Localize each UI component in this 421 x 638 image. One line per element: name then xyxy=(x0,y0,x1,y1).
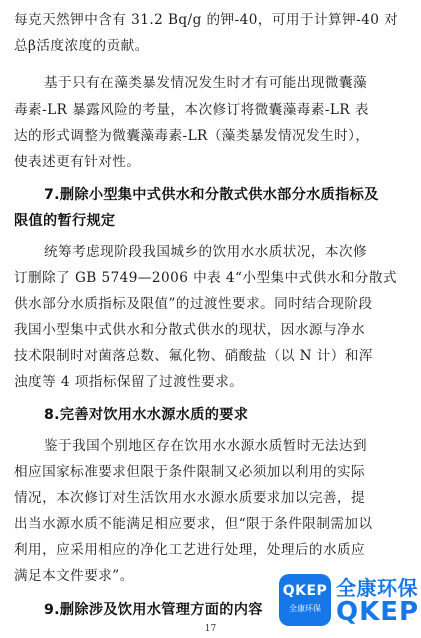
text-line: 总β活度浓度的贡献。 xyxy=(14,38,149,54)
text-line: 毒素-LR 暴露风险的考量，本次修订将微囊藻毒素-LR 表 xyxy=(14,102,369,118)
text-line: 相应国家标准要求但限于条件限制又必须加以利用的实际 xyxy=(14,464,366,480)
text-line: 统筹考虑现阶段我国城乡的饮用水水质状况，本次修 xyxy=(44,244,368,260)
text-line: 供水部分水质指标及限值”的过渡性要求。同时结合现阶段 xyxy=(14,296,373,312)
text-line: 订删除了 GB 5749—2006 中表 4“小型集中式供水和分散式 xyxy=(14,270,397,286)
text-line: 鉴于我国个别地区存在饮用水水源水质暂时无法达到 xyxy=(44,438,368,454)
watermark-name-cn: 全康环保 xyxy=(336,576,418,600)
text-line: 浊度等 4 项指标保留了过渡性要求。 xyxy=(14,374,244,390)
text-line: 每克天然钾中含有 31.2 Bq/g 的钾-40，可用于计算钾-40 对 xyxy=(14,12,399,28)
section-heading-8: 8.完善对饮用水水源水质的要求 xyxy=(44,407,249,423)
text-line: 使表述更有针对性。 xyxy=(14,154,141,170)
watermark-badge-bottom: 全康环保 xyxy=(289,604,321,613)
page-number: 17 xyxy=(204,624,217,634)
text-line: 满足本文件要求”。 xyxy=(14,568,134,584)
text-line: 情况，本次修订对生活饮用水水源水质要求加以完善，提 xyxy=(14,490,366,506)
text-line: 出当水源水质不能满足相应要求，但“限于条件限制需加以 xyxy=(14,516,373,532)
text-line: 达的形式调整为微囊藻毒素-LR（藻类暴发情况发生时）， xyxy=(14,128,370,144)
watermark-name-en: QKEP xyxy=(336,597,420,627)
watermark-logo xyxy=(279,570,421,638)
text-line: 利用，应采用相应的净化工艺进行处理，处理后的水质应 xyxy=(14,542,366,558)
watermark-badge xyxy=(279,574,331,626)
text-line: 基于只有在藻类暴发情况发生时才有可能出现微囊藻 xyxy=(44,75,368,91)
section-heading-9: 9.删除涉及饮用水管理方面的内容 xyxy=(44,602,263,618)
section-heading-7-cont: 限值的暂行规定 xyxy=(14,213,116,229)
section-heading-7: 7.删除小型集中式供水和分散式供水部分水质指标及 xyxy=(44,187,379,203)
text-line: 技术限制时对菌落总数、氟化物、硝酸盐（以 N 计）和浑 xyxy=(14,348,373,364)
watermark-badge-top: QKEP xyxy=(282,583,328,599)
text-line: 我国小型集中式供水和分散式供水的现状，因水源与净水 xyxy=(14,322,366,338)
